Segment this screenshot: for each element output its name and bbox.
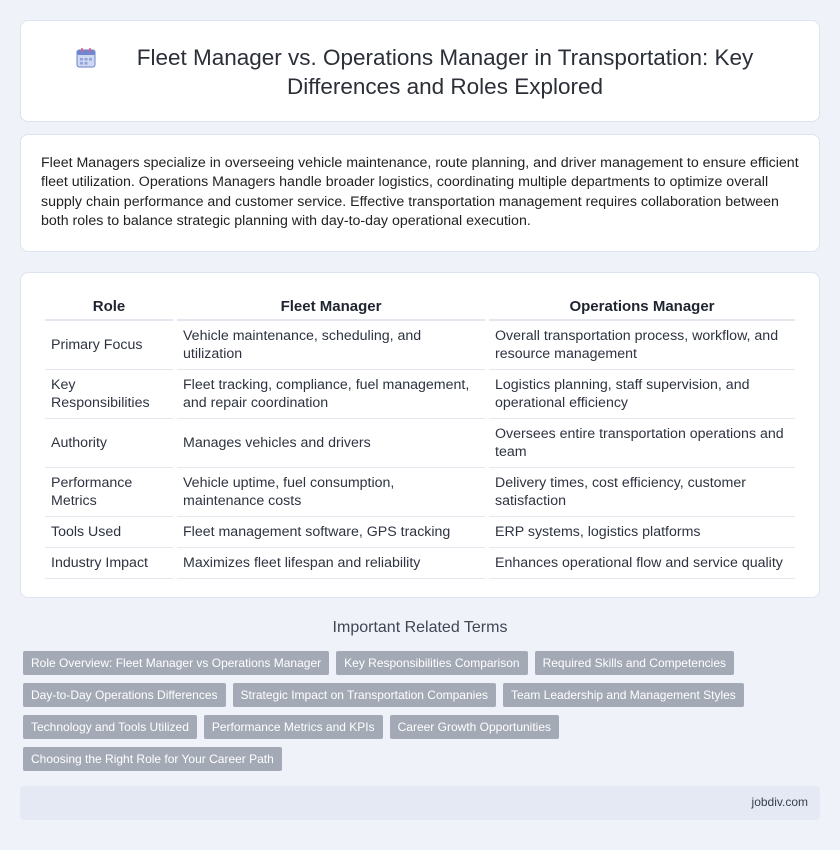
header-role: Role bbox=[45, 295, 173, 321]
role-cell: Primary Focus bbox=[45, 321, 173, 370]
related-term-tag[interactable]: Team Leadership and Management Styles bbox=[503, 683, 744, 707]
role-cell: Performance Metrics bbox=[45, 468, 173, 517]
related-terms-title: Important Related Terms bbox=[332, 619, 508, 636]
operations-manager-cell: Logistics planning, staff supervision, and operational efficiency bbox=[489, 370, 795, 419]
header-operations-manager: Operations Manager bbox=[489, 295, 795, 321]
table-row bbox=[45, 321, 795, 370]
header-card bbox=[20, 20, 820, 122]
footer-site-link[interactable]: jobdiv.com bbox=[751, 795, 808, 809]
intro-paragraph: Fleet Managers specialize in overseeing vehicle maintenance, route planning, and driver management to ensure efficient fleet utilization. Operations Managers handle broader logistics, coordinating multiple departments to optimize overall supply chain performance and customer service. Effective transportation management requires collaboration between both roles to balance strategic planning with day-to-day operational execution. bbox=[41, 155, 799, 229]
related-term-tag[interactable]: Strategic Impact on Transportation Companies bbox=[233, 683, 496, 707]
intro-card bbox=[20, 134, 820, 252]
role-cell: Authority bbox=[45, 419, 173, 468]
related-term-tag[interactable]: Day-to-Day Operations Differences bbox=[23, 683, 226, 707]
related-term-tag[interactable]: Required Skills and Competencies bbox=[535, 651, 734, 675]
fleet-manager-cell: Fleet tracking, compliance, fuel management, and repair coordination bbox=[177, 370, 485, 419]
page-title: Fleet Manager vs. Operations Manager in Transportation: Key Differences and Roles Explored bbox=[136, 45, 754, 99]
table-row bbox=[45, 517, 795, 548]
related-terms-list bbox=[23, 651, 823, 779]
role-cell: Key Responsibilities bbox=[45, 370, 173, 419]
related-term-tag[interactable]: Key Responsibilities Comparison bbox=[336, 651, 527, 675]
related-term-tag[interactable]: Career Growth Opportunities bbox=[390, 715, 559, 739]
fleet-manager-cell: Vehicle maintenance, scheduling, and utilization bbox=[177, 321, 485, 370]
related-term-tag[interactable]: Performance Metrics and KPIs bbox=[204, 715, 383, 739]
table-row bbox=[45, 370, 795, 419]
role-cell: Industry Impact bbox=[45, 548, 173, 579]
fleet-manager-cell: Vehicle uptime, fuel consumption, maintenance costs bbox=[177, 468, 485, 517]
fleet-manager-cell: Fleet management software, GPS tracking bbox=[177, 517, 485, 548]
operations-manager-cell: Overall transportation process, workflow, and resource management bbox=[489, 321, 795, 370]
table-row bbox=[45, 419, 795, 468]
footer bbox=[20, 786, 820, 820]
related-term-tag[interactable]: Role Overview: Fleet Manager vs Operations Manager bbox=[23, 651, 329, 675]
related-term-tag[interactable]: Choosing the Right Role for Your Career Path bbox=[23, 747, 282, 771]
fleet-manager-cell: Maximizes fleet lifespan and reliability bbox=[177, 548, 485, 579]
operations-manager-cell: Enhances operational flow and service quality bbox=[489, 548, 795, 579]
operations-manager-cell: Delivery times, cost efficiency, customer satisfaction bbox=[489, 468, 795, 517]
operations-manager-cell: ERP systems, logistics platforms bbox=[489, 517, 795, 548]
operations-manager-cell: Oversees entire transportation operations and team bbox=[489, 419, 795, 468]
comparison-table bbox=[41, 295, 799, 579]
fleet-manager-cell: Manages vehicles and drivers bbox=[177, 419, 485, 468]
table-row bbox=[45, 468, 795, 517]
table-row bbox=[45, 548, 795, 579]
role-cell: Tools Used bbox=[45, 517, 173, 548]
comparison-table-card bbox=[20, 272, 820, 598]
header-fleet-manager: Fleet Manager bbox=[177, 295, 485, 321]
table-header-row bbox=[45, 295, 795, 321]
related-term-tag[interactable]: Technology and Tools Utilized bbox=[23, 715, 197, 739]
